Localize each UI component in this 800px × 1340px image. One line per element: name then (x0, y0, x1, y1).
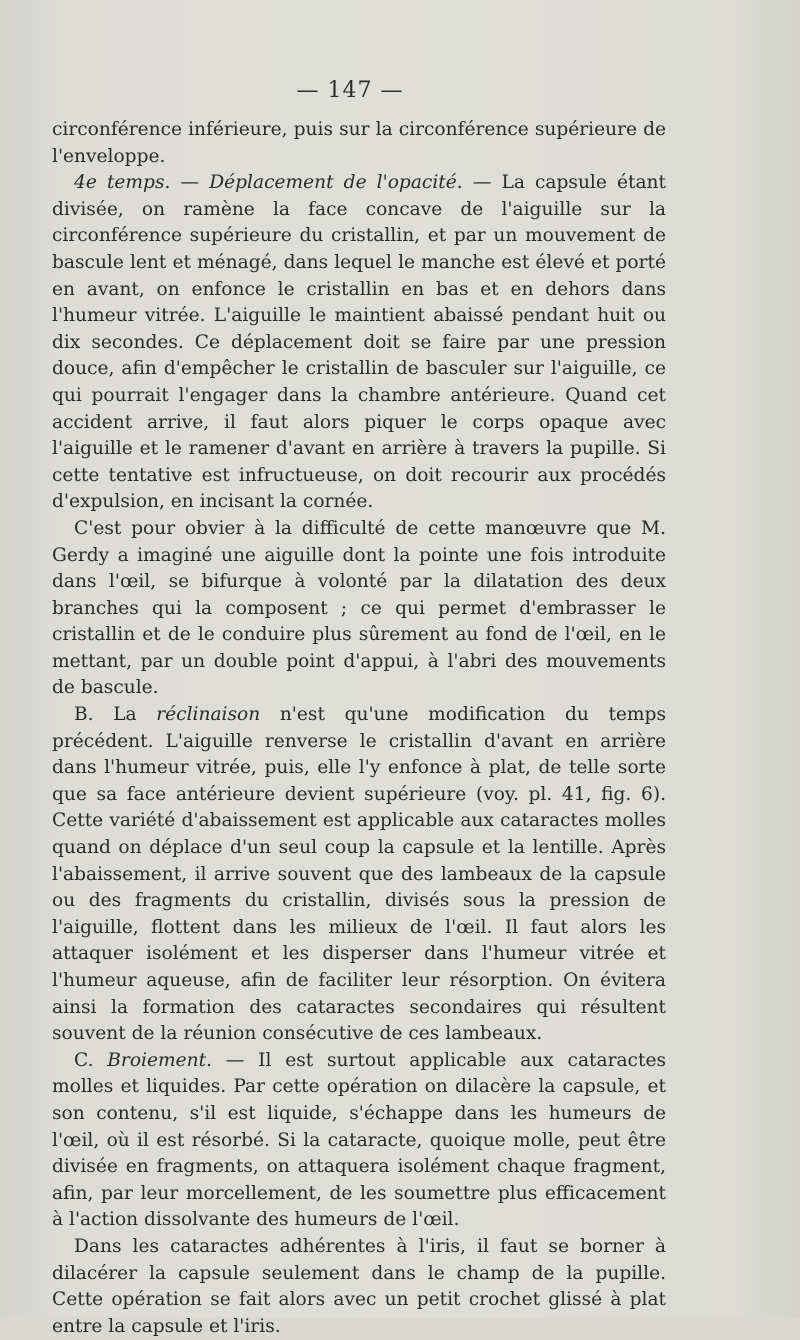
page-number: — 147 — (296, 78, 404, 103)
paragraph-4-heading: réclinaison (156, 704, 261, 726)
paragraph-6-text: Dans les cataractes adhérentes à l'iris, il faut se borner à dilacérer la capsule seulement dans le champ de la pupille. Cette opération se fait alors avec un petit crochet glissé à plat entre la capsule et l'iris. (52, 1235, 666, 1337)
paragraph-5 (52, 1048, 666, 1234)
paragraph-1 (52, 117, 666, 170)
paragraph-5-lead: C. (74, 1049, 108, 1071)
paragraph-1-text: circonférence inférieure, puis sur la circonférence supérieure de l'enveloppe. (52, 119, 666, 167)
paragraph-2-text: — La capsule étant divisée, on ramène la face concave de l'aiguille sur la circonférence supérieure du cristallin, et par un mouvement de bascule lent et ménagé, dans lequel le manche est élevé et porté en avant, on enfonce le cristallin en bas et en dehors dans l'humeur vitrée. L'aiguille le maintient abaissé pendant huit ou dix secondes. Ce déplacement doit se faire par une pression douce, afin d'empêcher le cristallin de basculer sur l'aiguille, ce qui pourrait l'engager dans la chambre antérieure. Quand cet accident arrive, il faut alors piquer le corps opaque avec l'aiguille et le ramener d'avant en arrière à travers la pupille. Si cette tentative est infructueuse, on doit recourir aux procédés d'expulsion, en incisant la cornée. (52, 172, 667, 513)
paragraph-2-lead: 4e temps. — (74, 172, 210, 194)
paragraph-2 (52, 170, 666, 516)
paragraph-3 (52, 516, 666, 702)
paragraph-4-lead: B. La (74, 704, 157, 726)
paragraph-5-text: — Il est surtout applicable aux cataractes molles et liquides. Par cette opération on dilacère la capsule, et son contenu, s'il est liquide, s'échappe dans les humeurs de l'œil, où il est résorbé. Si la cataracte, quoique molle, peut être divisée en fragments, on attaquera isolément chaque fragment, afin, par leur morcellement, de les soumettre plus efficacement à l'action dissolvante des humeurs de l'œil. (52, 1049, 666, 1231)
paragraph-3-text: C'est pour obvier à la difficulté de cette manœuvre que M. Gerdy a imaginé une aiguille dont la pointe une fois introduite dans l'œil, se bifurque à volonté par la dilatation des deux branches qui la composent ; ce qui permet d'embrasser le cristallin et de le conduire plus sûrement au fond de l'œil, en le mettant, par un double point d'appui, à l'abri des mouvements de bascule. (52, 517, 666, 699)
paragraph-5-heading: Broiement. (107, 1049, 212, 1071)
body-text (52, 117, 666, 1340)
paragraph-4-text: n'est qu'une modification du temps précédent. L'aiguille renverse le cristallin d'avant en arrière dans l'humeur vitrée, puis, elle l'y enfonce à plat, de telle sorte que sa face antérieure devient supérieure (voy. pl. 41, fig. 6). Cette variété d'abaissement est applicable aux cataractes molles quand on déplace d'un seul coup la capsule et la lentille. Après l'abaissement, il arrive souvent que des lambeaux de la capsule ou des fragments du cristallin, divisés sous la pression de l'aiguille, flottent dans les milieux de l'œil. Il faut alors les attaquer isolément et les disperser dans l'humeur vitrée et l'humeur aqueuse, afin de faciliter leur résorption. On évitera ainsi la formation des cataractes secondaires qui résultent souvent de la réunion consécutive de ces lambeaux. (52, 704, 667, 1045)
paragraph-6 (52, 1234, 666, 1340)
paragraph-2-heading: Déplacement de l'opacité. (209, 172, 463, 194)
paragraph-4 (52, 702, 666, 1048)
